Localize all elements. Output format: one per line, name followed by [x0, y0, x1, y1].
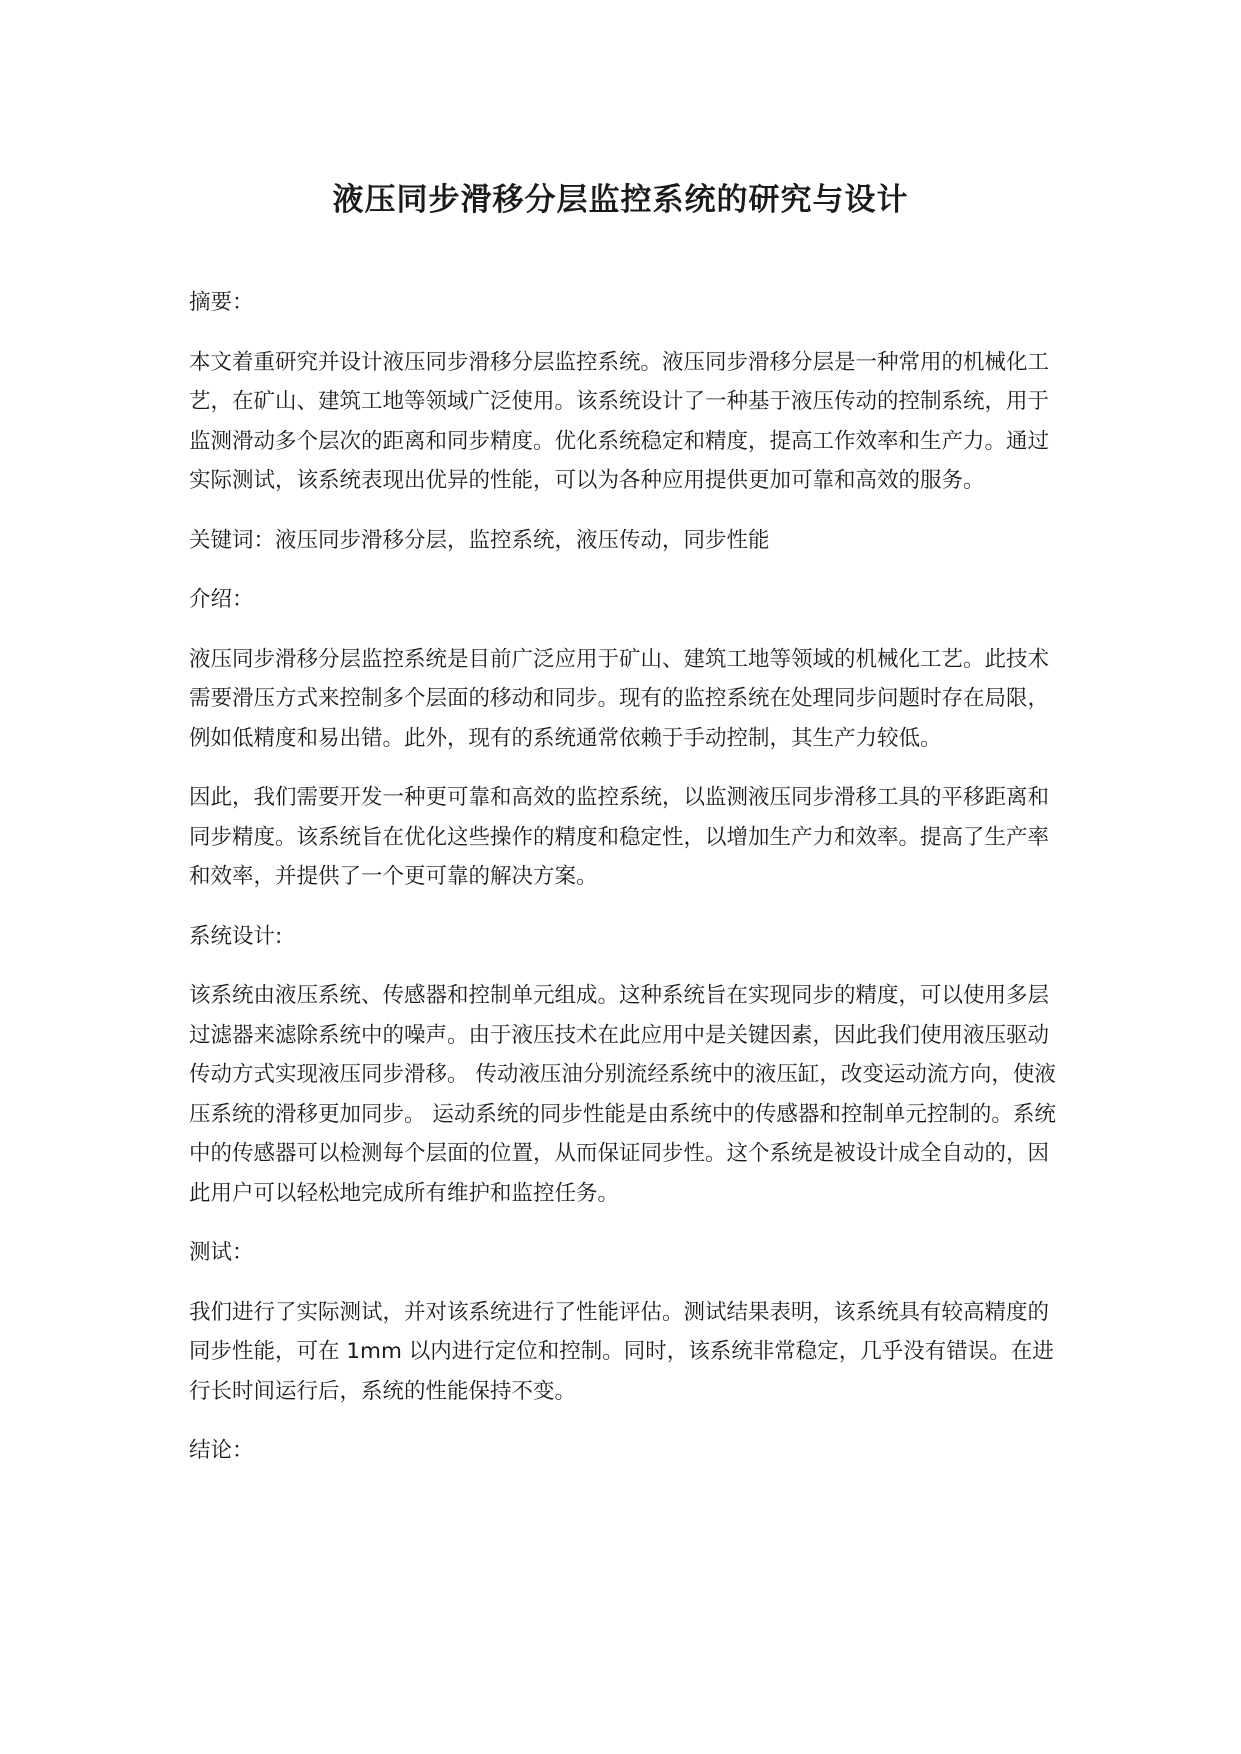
- system-design-paragraph: 该系统由液压系统、传感器和控制单元组成。这种系统旨在实现同步的精度，可以使用多层过滤器来滤除系统中的噪声。由于液压技术在此应用中是关键因素，因此我们使用液压驱动传动方式实现液压同步滑移。 传动液压油分别流经系统中的液压缸，改变运动流方向，使液压系统的滑移更加同步。 运动系统的同步性能是由系统中的传感器和控制单元控制的。系统中的传感器可以检测每个层面的位置，从而保证同步性。这个系统是被设计成全自动的，因此用户可以轻松地完成所有维护和监控任务。: [189, 983, 1056, 1206]
- document-title: 液压同步滑移分层监控系统的研究与设计: [332, 182, 909, 218]
- section-heading-testing: 测试：: [189, 1240, 254, 1265]
- abstract-paragraph: 本文着重研究并设计液压同步滑移分层监控系统。液压同步滑移分层是一种常用的机械化工艺，在矿山、建筑工地等领域广泛使用。该系统设计了一种基于液压传动的控制系统，用于监测滑动多个层次的距离和同步精度。优化系统稳定和精度，提高工作效率和生产力。通过实际测试，该系统表现出优异的性能，可以为各种应用提供更加可靠和高效的服务。: [189, 349, 1050, 493]
- section-heading-conclusion: 结论：: [189, 1438, 254, 1463]
- document-body: [189, 283, 1059, 1491]
- keywords-paragraph: 关键词：液压同步滑移分层，监控系统，液压传动，同步性能: [189, 527, 770, 553]
- testing-paragraph: 我们进行了实际测试，并对该系统进行了性能评估。测试结果表明，该系统具有较高精度的同步性能，可在 1mm 以内进行定位和控制。同时，该系统非常稳定，几乎没有错误。在进行长时间运行后，系统的性能保持不变。: [189, 1299, 1054, 1404]
- introduction-paragraph-2: 因此，我们需要开发一种更可靠和高效的监控系统，以监测液压同步滑移工具的平移距离和同步精度。该系统旨在优化这些操作的精度和稳定性，以增加生产力和效率。提高了生产率和效率，并提供了一个更可靠的解决方案。: [189, 785, 1050, 889]
- section-heading-system-design: 系统设计:: [189, 923, 283, 949]
- introduction-paragraph: 液压同步滑移分层监控系统是目前广泛应用于矿山、建筑工地等领域的机械化工艺。此技术需要滑压方式来控制多个层面的移动和同步。现有的监控系统在处理同步问题时存在局限，例如低精度和易出错。此外，现有的系统通常依赖于手动控制，其生产力较低。: [189, 646, 1050, 751]
- section-heading-introduction: 介绍：: [189, 587, 254, 612]
- section-heading-abstract: 摘要：: [189, 290, 254, 315]
